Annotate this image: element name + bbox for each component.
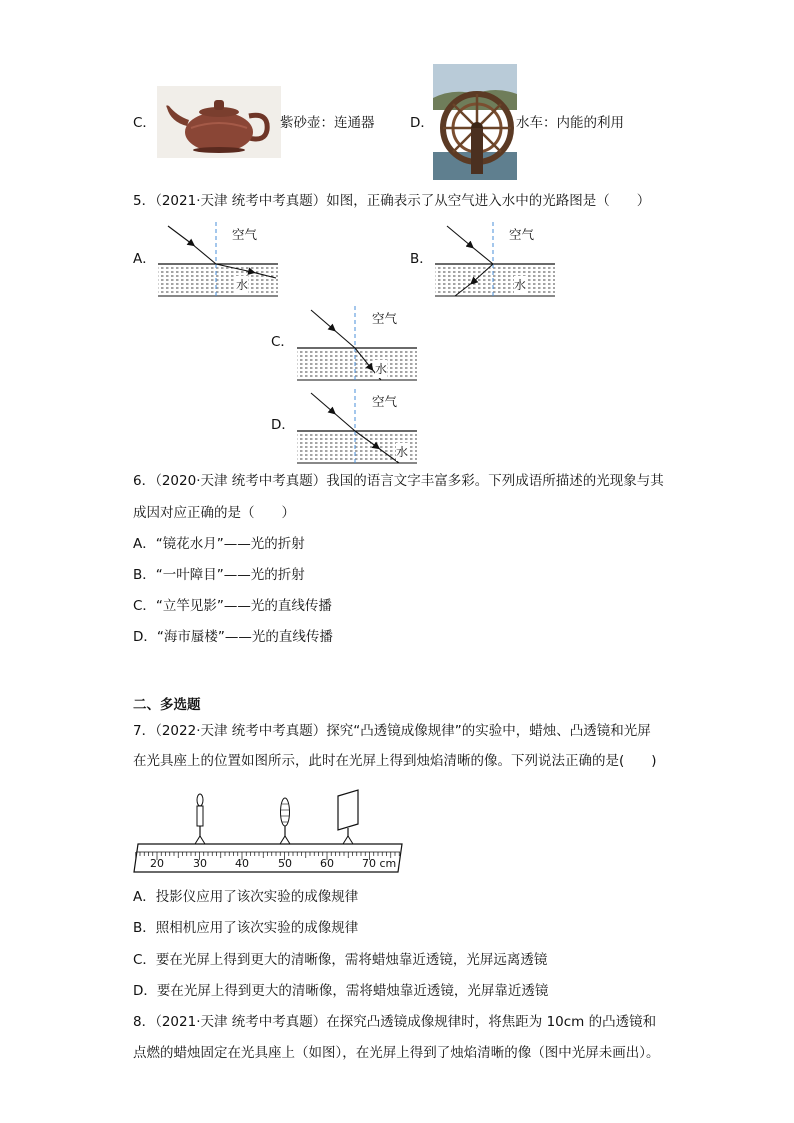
q5-c-air-label: 空气 [372, 311, 398, 326]
convex-lens-icon [280, 798, 290, 844]
q6-option-d: D．“海市蜃楼”——光的直线传播 [133, 629, 333, 645]
section-title: 二、多选题 [133, 697, 201, 713]
q5-a-air-label: 空气 [232, 227, 258, 242]
light-screen-icon [338, 790, 358, 844]
q8-stem-line2: 点燃的蜡烛固定在光具座上（如图），在光屏上得到了烛焰清晰的像（图中光屏未画出）。 [133, 1045, 660, 1061]
q5-stem: 5．（2021·天津 统考中考真题）如图，正确表示了从空气进入水中的光路图是（ ） [133, 193, 651, 209]
bench-label-70cm: 70 cm [362, 857, 397, 870]
q5-d-air-label: 空气 [372, 394, 398, 409]
q5-diagram-a [156, 222, 282, 302]
q7-option-d: D．要在光屏上得到更大的清晰像，需将蜡烛靠近透镜，光屏靠近透镜 [133, 983, 549, 999]
bench-label-50: 50 [278, 857, 292, 870]
q4-option-c-text: 紫砂壶：连通器 [280, 115, 375, 131]
q4-option-d-text: 水车：内能的利用 [516, 115, 624, 131]
q7-option-a: A．投影仪应用了该次实验的成像规律 [133, 889, 359, 905]
q5-option-a-letter: A． [133, 251, 156, 267]
q7-stem-line1: 7．（2022·天津 统考中考真题）探究“凸透镜成像规律”的实验中，蜡烛、凸透镜和光屏 [133, 723, 651, 739]
q5-option-b-letter: B． [410, 251, 433, 267]
waterwheel-image [433, 64, 517, 180]
q7-option-c: C．要在光屏上得到更大的清晰像，需将蜡烛靠近透镜，光屏远离透镜 [133, 952, 548, 968]
q5-b-water-label: 水 [514, 278, 527, 292]
bench-label-60: 60 [320, 857, 334, 870]
q5-option-c-letter: C． [271, 334, 294, 350]
q6-stem-line1: 6．（2020·天津 统考中考真题）我国的语言文字丰富多彩。下列成语所描述的光现象与其 [133, 473, 664, 489]
q6-option-c: C．“立竿见影”——光的直线传播 [133, 598, 332, 614]
q4-option-d-letter: D． [410, 115, 434, 131]
q7-stem-line2: 在光具座上的位置如图所示，此时在光屏上得到烛焰清晰的像。下列说法正确的是( ) [133, 753, 657, 769]
q5-d-water-label: 水 [396, 445, 409, 459]
q7-option-b: B．照相机应用了该次实验的成像规律 [133, 920, 359, 936]
bench-label-30: 30 [193, 857, 207, 870]
candle-icon [195, 794, 205, 844]
q6-option-b: B．“一叶障目”——光的折射 [133, 567, 305, 583]
q5-a-water-label: 水 [236, 278, 249, 292]
q5-diagram-b [433, 222, 559, 302]
teapot-image [157, 86, 281, 158]
bench-label-20: 20 [150, 857, 164, 870]
q6-stem-line2: 成因对应正确的是（ ） [133, 505, 295, 521]
q4-option-c-letter: C． [133, 115, 156, 131]
q6-option-a: A．“镜花水月”——光的折射 [133, 536, 305, 552]
q5-option-d-letter: D． [271, 417, 295, 433]
bench-label-40: 40 [235, 857, 249, 870]
q5-b-air-label: 空气 [509, 227, 535, 242]
q8-stem-line1: 8．（2021·天津 统考中考真题）在探究凸透镜成像规律时，将焦距为 10cm 的凸透镜和 [133, 1014, 657, 1030]
q5-c-water-label: 水 [375, 362, 388, 376]
q5-diagram-c [295, 306, 421, 386]
